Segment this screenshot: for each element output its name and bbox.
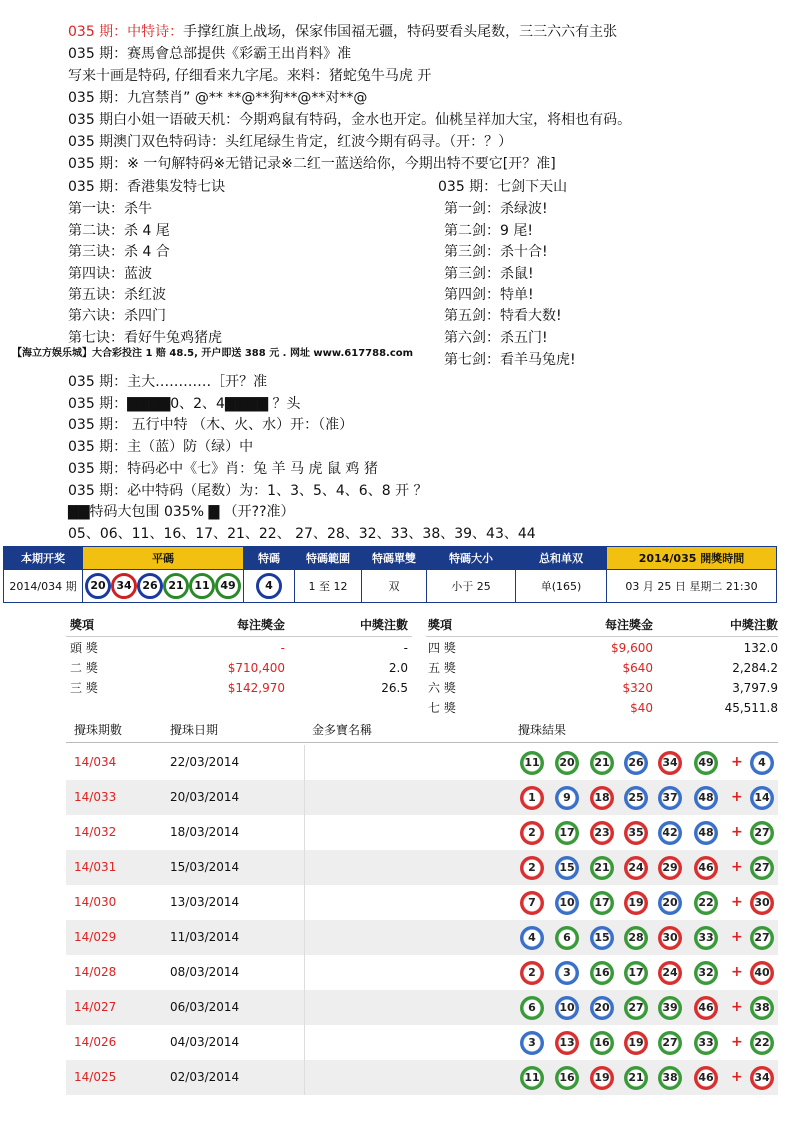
plus-sign: + [731,1069,743,1085]
left-col-item-6: 第七诀：看好牛兔鸡猪虎 [68,330,222,346]
result-table [3,546,777,603]
line-2: 写来十画是特码, 仔细看来九字尾。来料：猪蛇兔牛马虎 开 [68,68,432,84]
draw-separator [304,815,305,850]
pz-h-0: 獎項 [70,618,95,632]
draw-id[interactable]: 14/027 [74,1000,117,1014]
pz-left-1-count: 2.0 [388,661,408,675]
left-col-item-3: 第四诀：蓝波 [68,266,152,282]
draw-ball: 17 [555,821,579,845]
plus-sign: + [731,999,743,1015]
pz-right-1-name: 五 獎 [428,661,456,675]
pz-left-0-name: 頭 獎 [70,641,98,655]
pz-right-2-count: 3,797.9 [732,681,778,695]
left-col-item-2: 第三诀：杀 4 合 [68,244,170,260]
pz-right-0-name: 四 獎 [428,641,456,655]
draw-separator [304,955,305,990]
plus-sign: + [731,789,743,805]
pz-h-3: 獎項 [428,618,453,632]
line2-3: 035 期：主（蓝）防（绿）中 [68,439,254,455]
rt-h-1: 平碼 [83,547,244,570]
plus-sign: + [731,859,743,875]
plus-sign: + [731,754,743,770]
line-5: 035 期澳门双色特码诗：头红尾绿生肯定，红波今期有码寻。（开：？） [68,134,513,150]
rt-h-0: 本期开奖 [4,547,83,570]
line2-6: ▇▇特码大包围 035% ▇ （开??准） [68,504,295,520]
pz-h-1: 每注獎金 [236,618,285,632]
draw-date: 20/03/2014 [170,790,240,804]
line2-7: 05、06、11、16、17、21、22、 27、28、32、33、38、39、43、44 [68,526,536,542]
draw-ball: 46 [694,996,718,1020]
right-col-title: 035 期：七剑下天山 [438,179,568,195]
line-4: 035 期白小姐一语破天机：今期鸡鼠有特码，金水也开定。仙桃呈祥加大宝，将相也有码。 [68,112,632,128]
right-col-item-3: 第三剑：杀鼠! [444,266,534,282]
draw-special-ball: 27 [750,821,774,845]
draw-ball: 2 [520,821,544,845]
draw-separator [304,1060,305,1095]
pz-right-1-amount: $640 [622,661,653,675]
draw-date: 18/03/2014 [170,825,240,839]
rt-h-3: 特碼範圍 [295,547,362,570]
plus-sign: + [731,929,743,945]
draw-ball: 9 [555,786,579,810]
draw-separator [304,745,305,780]
rt-period: 2014/034 期 [4,570,83,603]
draw-ball: 24 [658,961,682,985]
pz-right-3-count: 45,511.8 [724,701,778,715]
draws-h-1: 攪珠日期 [170,723,219,737]
draws-h-0: 攪珠期數 [74,723,123,737]
draw-special-ball: 22 [750,1031,774,1055]
right-col-item-5: 第五剑：特看大数! [444,308,562,324]
pz-right-2-name: 六 獎 [428,681,456,695]
right-col-item-7: 第七剑：看羊马兔虎! [444,352,576,368]
draws-divider [66,742,778,743]
left-col-title: 035 期：香港集发特七诀 [68,179,226,195]
pz-right-2-amount: $320 [622,681,653,695]
draw-ball: 46 [694,856,718,880]
draw-ball: 3 [520,1031,544,1055]
draw-ball: 18 [590,786,614,810]
draw-ball: 46 [694,1066,718,1090]
draw-date: 08/03/2014 [170,965,240,979]
rt-ball-5: 49 [215,573,241,599]
draw-row [66,780,778,815]
pz-left-0-count: - [403,641,408,655]
draw-date: 22/03/2014 [170,755,240,769]
draw-id[interactable]: 14/025 [74,1070,117,1084]
draw-ball: 27 [624,996,648,1020]
result-table-row [4,570,777,603]
line2-4: 035 期：特码必中《七》肖：兔 羊 马 虎 鼠 鸡 猪 [68,461,378,477]
draw-ball: 15 [590,926,614,950]
pz-left-0-amount: - [280,641,285,655]
draw-id[interactable]: 14/032 [74,825,117,839]
plus-sign: + [731,894,743,910]
draw-ball: 33 [694,1031,718,1055]
draw-ball: 22 [694,891,718,915]
rt-balls [83,570,244,603]
draw-row [66,1025,778,1060]
draw-ball: 20 [658,891,682,915]
draw-ball: 11 [520,751,544,775]
left-col-item-0: 第一诀：杀牛 [68,201,152,217]
rt-odd-even: 双 [362,570,427,603]
rt-h-6: 总和单双 [516,547,607,570]
pz-right-3-amount: $40 [630,701,653,715]
draw-id[interactable]: 14/026 [74,1035,117,1049]
right-col-item-0: 第一剑：杀绿波! [444,201,548,217]
draw-date: 04/03/2014 [170,1035,240,1049]
draw-ball: 10 [555,891,579,915]
plus-sign: + [731,964,743,980]
draw-separator [304,920,305,955]
draw-ball: 30 [658,926,682,950]
rt-ball-0: 20 [85,573,111,599]
rt-sum: 单(165) [516,570,607,603]
draw-date: 11/03/2014 [170,930,240,944]
draw-row [66,990,778,1025]
draw-ball: 48 [694,786,718,810]
left-col-item-1: 第二诀：杀 4 尾 [68,223,170,239]
draw-ball: 15 [555,856,579,880]
draw-ball: 16 [590,1031,614,1055]
plus-sign: + [731,824,743,840]
rt-ball-1: 34 [111,573,137,599]
draw-ball: 21 [590,856,614,880]
line2-2: 035 期： 五行中特 （木、火、水）开：（准） [68,417,354,433]
pz-h-5: 中獎注數 [729,618,778,632]
left-col-item-4: 第五诀：杀红波 [68,287,166,303]
line-0-text: 手撑红旗上战场，保家伟国福无疆，特码要看头尾数，三三六六有主张 [183,24,618,40]
draw-ball: 49 [694,751,718,775]
draw-ball: 42 [658,821,682,845]
line-0-prefix: 035 期：中特诗： [68,24,184,40]
draw-ball: 26 [624,751,648,775]
pz-left-2-name: 三 獎 [70,681,98,695]
rt-ball-2: 26 [137,573,163,599]
result-table-header [4,547,777,570]
rt-ball-3: 21 [163,573,189,599]
draw-ball: 35 [624,821,648,845]
draw-ball: 10 [555,996,579,1020]
draw-separator [304,990,305,1025]
rt-special [244,570,295,603]
right-col-item-2: 第三剑：杀十合! [444,244,548,260]
ad-banner[interactable]: 【海立方娱乐城】大合彩投注 1 赔 48.5, 开户即送 388 元 . 网址 www.617788.com [12,348,414,359]
draw-ball: 21 [590,751,614,775]
draw-ball: 24 [624,856,648,880]
draw-special-ball: 30 [750,891,774,915]
draw-ball: 3 [555,961,579,985]
rt-h-5: 特碼大小 [427,547,516,570]
line-6: 035 期：※ 一句解特码※无错记录※二红一蓝送给你，今期出特不要它[开？准] [68,156,556,172]
draw-row [66,1060,778,1095]
draw-ball: 33 [694,926,718,950]
pz-right-3-name: 七 獎 [428,701,456,715]
line-3: 035 期：九宫禁肖” @** **@**狗**@**对**@ [68,90,368,106]
rt-h-4: 特碼單雙 [362,547,427,570]
rt-range: 1 至 12 [295,570,362,603]
draw-separator [304,780,305,815]
draws-h-3: 攪珠結果 [518,723,567,737]
draw-id[interactable]: 14/029 [74,930,117,944]
draw-separator [304,885,305,920]
draw-id[interactable]: 14/028 [74,965,117,979]
draw-ball: 39 [658,996,682,1020]
draw-ball: 2 [520,856,544,880]
pz-divider [426,636,778,637]
draw-ball: 17 [624,961,648,985]
rt-size: 小于 25 [427,570,516,603]
pz-divider [66,636,412,637]
draw-separator [304,850,305,885]
draw-ball: 38 [658,1066,682,1090]
draw-ball: 11 [520,1066,544,1090]
draw-row [66,745,778,780]
right-col-item-6: 第六剑：杀五门! [444,330,548,346]
left-col-item-5: 第六诀：杀四门 [68,308,166,324]
draw-ball: 48 [694,821,718,845]
draw-date: 02/03/2014 [170,1070,240,1084]
right-col-item-1: 第二剑：9 尾! [444,223,533,239]
pz-h-2: 中獎注數 [359,618,408,632]
draw-ball: 16 [590,961,614,985]
pz-right-0-count: 132.0 [743,641,778,655]
draw-ball: 13 [555,1031,579,1055]
draw-ball: 20 [555,751,579,775]
pz-left-2-amount: $142,970 [227,681,285,695]
rt-ball-4: 11 [189,573,215,599]
rt-h-2: 特碼 [244,547,295,570]
draw-ball: 2 [520,961,544,985]
draw-ball: 25 [624,786,648,810]
draw-ball: 19 [590,1066,614,1090]
plus-sign: + [731,1034,743,1050]
draw-ball: 1 [520,786,544,810]
draw-ball: 17 [590,891,614,915]
draw-date: 13/03/2014 [170,895,240,909]
draw-special-ball: 27 [750,926,774,950]
draw-id[interactable]: 14/034 [74,755,117,769]
draw-ball: 6 [555,926,579,950]
draw-special-ball: 40 [750,961,774,985]
draw-id[interactable]: 14/031 [74,860,117,874]
rt-h-7: 2014/035 開獎時間 [607,547,777,570]
draw-ball: 16 [555,1066,579,1090]
draw-ball: 4 [520,926,544,950]
rt-special-ball: 4 [256,573,282,599]
draw-row [66,885,778,920]
right-col-item-4: 第四剑：特单! [444,287,534,303]
draw-row [66,920,778,955]
line-0 [68,22,617,42]
draw-date: 06/03/2014 [170,1000,240,1014]
rt-time: 03 月 25 日 星期二 21:30 [607,570,777,603]
draw-special-ball: 27 [750,856,774,880]
draw-ball: 7 [520,891,544,915]
draw-special-ball: 38 [750,996,774,1020]
draw-date: 15/03/2014 [170,860,240,874]
draw-special-ball: 34 [750,1066,774,1090]
pz-h-4: 每注獎金 [604,618,653,632]
draw-ball: 20 [590,996,614,1020]
pz-left-1-name: 二 獎 [70,661,98,675]
line2-1: 035 期：▇▇▇▇0、2、4▇▇▇▇ ？头 [68,396,301,412]
draw-separator [304,1025,305,1060]
draw-ball: 32 [694,961,718,985]
draw-ball: 6 [520,996,544,1020]
pz-left-1-amount: $710,400 [227,661,285,675]
draw-id[interactable]: 14/033 [74,790,117,804]
line2-5: 035 期：必中特码（尾数）为：1、3、5、4、6、8 开 ？ [68,483,428,499]
draw-ball: 23 [590,821,614,845]
line2-0: 035 期：主大…………［开？准 [68,374,268,390]
draw-ball: 34 [658,751,682,775]
draws-h-2: 金多寶名稱 [312,723,373,737]
draw-special-ball: 4 [750,751,774,775]
draw-id[interactable]: 14/030 [74,895,117,909]
draw-ball: 29 [658,856,682,880]
draw-row [66,955,778,990]
draw-ball: 21 [624,1066,648,1090]
draw-ball: 27 [658,1031,682,1055]
draw-ball: 19 [624,1031,648,1055]
pz-left-2-count: 26.5 [381,681,408,695]
pz-right-1-count: 2,284.2 [732,661,778,675]
draw-ball: 37 [658,786,682,810]
draw-ball: 28 [624,926,648,950]
draw-special-ball: 14 [750,786,774,810]
draw-row [66,850,778,885]
line-1: 035 期：赛馬會总部提供《彩霸王出肖料》准 [68,46,352,62]
draw-row [66,815,778,850]
pz-right-0-amount: $9,600 [611,641,653,655]
draw-ball: 19 [624,891,648,915]
